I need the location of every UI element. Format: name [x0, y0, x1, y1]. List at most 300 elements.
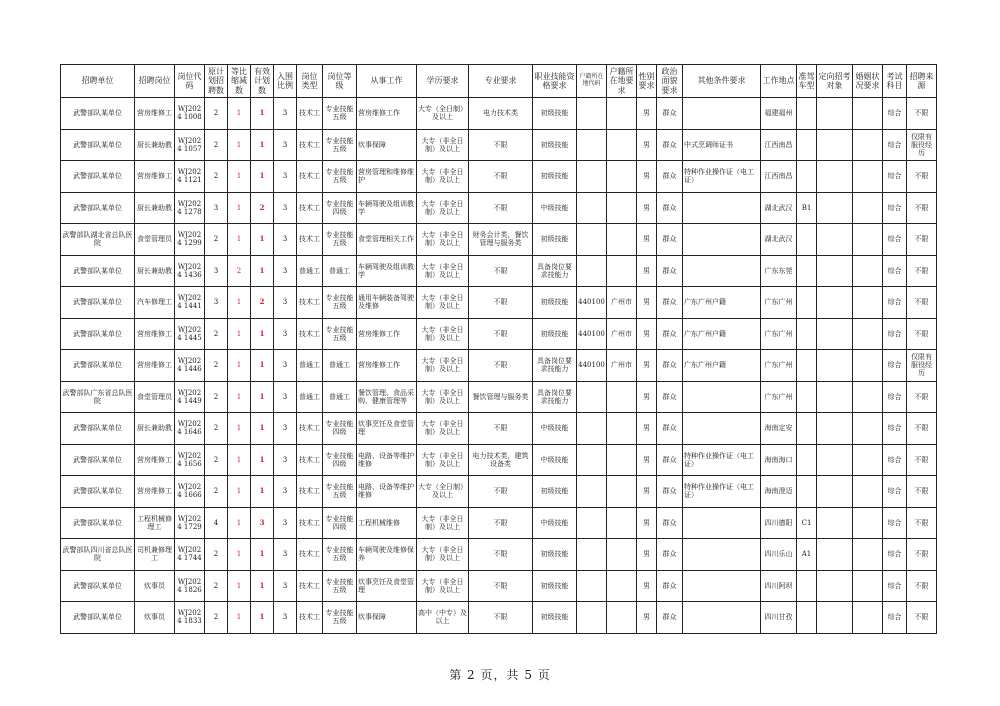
- cell-level: 专业技能五级: [323, 570, 357, 602]
- cell-type: 技术工: [297, 98, 323, 130]
- header-other: 其他条件要求: [683, 65, 761, 98]
- cell-code: WJ2024 1436: [175, 255, 205, 287]
- cell-effective: 1: [251, 602, 274, 634]
- cell-position: 营房维修工: [135, 161, 175, 193]
- cell-skill: 初级技能: [533, 602, 577, 634]
- cell-skill: 初级技能: [533, 318, 577, 350]
- cell-ratio: 3: [274, 98, 297, 130]
- cell-skill: 中级技能: [533, 444, 577, 476]
- table-row: [61, 476, 937, 508]
- cell-location: 广东广州: [761, 318, 797, 350]
- cell-gender: 男: [637, 350, 657, 382]
- cell-gender: 男: [637, 98, 657, 130]
- cell-exam: 综合: [883, 444, 907, 476]
- cell-planned: 3: [205, 255, 228, 287]
- cell-ratio: 3: [274, 602, 297, 634]
- cell-huji-req: [607, 413, 637, 445]
- recruitment-table-sheet: [60, 64, 936, 634]
- cell-unit: 武警部队某单位: [61, 318, 135, 350]
- cell-code: WJ2024 1826: [175, 570, 205, 602]
- cell-other: 特种作业操作证（电工证）: [683, 444, 761, 476]
- cell-gender: 男: [637, 381, 657, 413]
- cell-huji-req: [607, 570, 637, 602]
- cell-political: 群众: [657, 192, 683, 224]
- cell-major: 不限: [469, 602, 533, 634]
- cell-reduced: 1: [228, 476, 251, 508]
- cell-exam: 综合: [883, 318, 907, 350]
- cell-other: [683, 381, 761, 413]
- cell-ratio: 3: [274, 381, 297, 413]
- cell-other: 广东广州户籍: [683, 350, 761, 382]
- cell-skill: 初级技能: [533, 476, 577, 508]
- cell-exam: 综合: [883, 98, 907, 130]
- cell-exam: 综合: [883, 161, 907, 193]
- cell-code: WJ2024 1121: [175, 161, 205, 193]
- cell-type: 普通工: [297, 381, 323, 413]
- cell-exam: 综合: [883, 476, 907, 508]
- cell-ratio: 3: [274, 350, 297, 382]
- cell-marital: [853, 413, 883, 445]
- cell-major: 不限: [469, 318, 533, 350]
- cell-major: 不限: [469, 570, 533, 602]
- cell-exam: 综合: [883, 350, 907, 382]
- cell-gender: 男: [637, 413, 657, 445]
- cell-exam: 综合: [883, 192, 907, 224]
- cell-position: 汽车修理工: [135, 287, 175, 319]
- cell-education: 大专（非全日制）及以上: [417, 350, 469, 382]
- cell-reduced: 1: [228, 381, 251, 413]
- cell-huji-code: 440100: [577, 287, 607, 319]
- cell-position: 厨长兼助教: [135, 129, 175, 161]
- cell-level: 专业技能五级: [323, 224, 357, 256]
- cell-exam: 综合: [883, 539, 907, 571]
- cell-marital: [853, 255, 883, 287]
- cell-ratio: 3: [274, 570, 297, 602]
- cell-huji-req: [607, 224, 637, 256]
- cell-education: 大专（非全日制）及以上: [417, 129, 469, 161]
- cell-type: 技术工: [297, 476, 323, 508]
- table-body: [61, 98, 937, 634]
- cell-ratio: 3: [274, 224, 297, 256]
- cell-source: 仅限有服役经历: [907, 129, 937, 161]
- cell-position: 食堂管理员: [135, 224, 175, 256]
- cell-huji-req: 广州市: [607, 287, 637, 319]
- cell-education: 大专（非全日制）及以上: [417, 318, 469, 350]
- cell-reduced: 1: [228, 161, 251, 193]
- cell-position: 厨长兼助教: [135, 255, 175, 287]
- cell-level: 专业技能五级: [323, 129, 357, 161]
- cell-ratio: 3: [274, 161, 297, 193]
- cell-huji-code: 440100: [577, 318, 607, 350]
- cell-political: 群众: [657, 570, 683, 602]
- cell-type: 技术工: [297, 507, 323, 539]
- cell-source: 不限: [907, 539, 937, 571]
- cell-huji-req: [607, 98, 637, 130]
- header-ratio: 入围比例: [274, 65, 297, 98]
- cell-huji-code: [577, 539, 607, 571]
- cell-planned: 2: [205, 129, 228, 161]
- cell-huji-req: [607, 476, 637, 508]
- cell-duties: 电路、设备等维护维修: [357, 444, 417, 476]
- cell-huji-code: [577, 161, 607, 193]
- cell-license: [797, 318, 817, 350]
- cell-effective: 1: [251, 129, 274, 161]
- table-row: [61, 255, 937, 287]
- cell-duties: 车辆驾驶及维修保养: [357, 539, 417, 571]
- cell-political: 群众: [657, 129, 683, 161]
- cell-reduced: 1: [228, 129, 251, 161]
- cell-target: [817, 570, 853, 602]
- cell-level: 专业技能五级: [323, 318, 357, 350]
- cell-skill: 中级技能: [533, 413, 577, 445]
- cell-political: 群众: [657, 602, 683, 634]
- cell-ratio: 3: [274, 287, 297, 319]
- cell-planned: 3: [205, 192, 228, 224]
- cell-target: [817, 602, 853, 634]
- cell-other: [683, 255, 761, 287]
- cell-marital: [853, 476, 883, 508]
- cell-location: 四川德阳: [761, 507, 797, 539]
- cell-major: 不限: [469, 476, 533, 508]
- cell-reduced: 1: [228, 350, 251, 382]
- cell-target: [817, 476, 853, 508]
- cell-education: 大专（非全日制）及以上: [417, 507, 469, 539]
- cell-other: 特种作业操作证（电工证）: [683, 161, 761, 193]
- cell-reduced: 1: [228, 507, 251, 539]
- cell-license: [797, 255, 817, 287]
- cell-unit: 武警部队某单位: [61, 507, 135, 539]
- cell-skill: 初级技能: [533, 98, 577, 130]
- cell-position: 炊事员: [135, 602, 175, 634]
- header-skill: 职业技能资格要求: [533, 65, 577, 98]
- table-row: [61, 98, 937, 130]
- cell-huji-code: [577, 476, 607, 508]
- header-effective: 有效计划数: [251, 65, 274, 98]
- recruitment-table: [60, 64, 937, 634]
- cell-license: [797, 287, 817, 319]
- cell-major: 电力技术类，建筑设备类: [469, 444, 533, 476]
- table-row: [61, 602, 937, 634]
- cell-education: 大专（非全日制）及以上: [417, 539, 469, 571]
- cell-position: 营房维修工: [135, 350, 175, 382]
- cell-planned: 2: [205, 570, 228, 602]
- cell-huji-req: [607, 602, 637, 634]
- cell-marital: [853, 98, 883, 130]
- cell-reduced: 1: [228, 444, 251, 476]
- cell-position: 司机兼修理工: [135, 539, 175, 571]
- cell-effective: 2: [251, 287, 274, 319]
- cell-effective: 1: [251, 413, 274, 445]
- cell-marital: [853, 287, 883, 319]
- cell-huji-req: [607, 129, 637, 161]
- cell-type: 技术工: [297, 192, 323, 224]
- cell-level: 专业技能五级: [323, 287, 357, 319]
- cell-level: 专业技能四级: [323, 507, 357, 539]
- cell-position: 厨长兼助教: [135, 413, 175, 445]
- table-row: [61, 287, 937, 319]
- cell-location: 广东广州: [761, 350, 797, 382]
- cell-location: 四川阿坝: [761, 570, 797, 602]
- cell-other: 广东广州户籍: [683, 287, 761, 319]
- table-row: [61, 161, 937, 193]
- cell-license: [797, 570, 817, 602]
- cell-reduced: 1: [228, 224, 251, 256]
- cell-duties: 炊事烹饪及食堂管理: [357, 570, 417, 602]
- cell-target: [817, 507, 853, 539]
- cell-gender: 男: [637, 161, 657, 193]
- cell-ratio: 3: [274, 192, 297, 224]
- cell-license: [797, 224, 817, 256]
- cell-effective: 1: [251, 476, 274, 508]
- cell-political: 群众: [657, 381, 683, 413]
- header-level: 岗位等级: [323, 65, 357, 98]
- cell-location: 江西南昌: [761, 161, 797, 193]
- cell-duties: 工程机械维修: [357, 507, 417, 539]
- cell-duties: 食堂管理相关工作: [357, 224, 417, 256]
- cell-duties: 电路、设备等维护维修: [357, 476, 417, 508]
- cell-other: [683, 570, 761, 602]
- cell-huji-code: [577, 224, 607, 256]
- cell-location: 江西南昌: [761, 129, 797, 161]
- cell-location: 广东广州: [761, 381, 797, 413]
- header-duties: 从事工作: [357, 65, 417, 98]
- cell-exam: 综合: [883, 224, 907, 256]
- cell-duties: 车辆驾驶及组训教学: [357, 255, 417, 287]
- cell-exam: 综合: [883, 570, 907, 602]
- cell-target: [817, 255, 853, 287]
- cell-huji-code: [577, 570, 607, 602]
- cell-marital: [853, 350, 883, 382]
- cell-exam: 综合: [883, 255, 907, 287]
- cell-political: 群众: [657, 476, 683, 508]
- cell-huji-code: [577, 444, 607, 476]
- cell-major: 不限: [469, 539, 533, 571]
- cell-reduced: 1: [228, 318, 251, 350]
- cell-code: WJ2024 1656: [175, 444, 205, 476]
- cell-code: WJ2024 1833: [175, 602, 205, 634]
- cell-source: 不限: [907, 255, 937, 287]
- cell-level: 专业技能五级: [323, 602, 357, 634]
- table-row: [61, 570, 937, 602]
- table-row: [61, 539, 937, 571]
- cell-level: 普通工: [323, 350, 357, 382]
- cell-location: 湖北武汉: [761, 224, 797, 256]
- table-row: [61, 507, 937, 539]
- cell-location: 海南海口: [761, 444, 797, 476]
- cell-target: [817, 224, 853, 256]
- cell-skill: 具备岗位要求技能力: [533, 350, 577, 382]
- cell-effective: 1: [251, 444, 274, 476]
- cell-political: 群众: [657, 539, 683, 571]
- cell-planned: 2: [205, 476, 228, 508]
- cell-unit: 武警部队某单位: [61, 255, 135, 287]
- cell-marital: [853, 129, 883, 161]
- cell-huji-req: [607, 192, 637, 224]
- cell-type: 技术工: [297, 602, 323, 634]
- cell-code: WJ2024 1646: [175, 413, 205, 445]
- cell-skill: 初级技能: [533, 224, 577, 256]
- cell-target: [817, 98, 853, 130]
- table-row: [61, 381, 937, 413]
- header-planned: 原计划招聘数: [205, 65, 228, 98]
- cell-ratio: 3: [274, 539, 297, 571]
- cell-gender: 男: [637, 507, 657, 539]
- cell-code: WJ2024 1299: [175, 224, 205, 256]
- cell-gender: 男: [637, 224, 657, 256]
- cell-type: 普通工: [297, 255, 323, 287]
- header-code: 岗位代码: [175, 65, 205, 98]
- cell-marital: [853, 318, 883, 350]
- cell-level: 专业技能五级: [323, 161, 357, 193]
- cell-planned: 2: [205, 444, 228, 476]
- cell-location: 广东东莞: [761, 255, 797, 287]
- cell-education: 大专（非全日制）及以上: [417, 381, 469, 413]
- cell-unit: 武警部队某单位: [61, 287, 135, 319]
- cell-ratio: 3: [274, 318, 297, 350]
- cell-target: [817, 413, 853, 445]
- cell-gender: 男: [637, 318, 657, 350]
- table-header-row: [61, 65, 937, 98]
- cell-major: 不限: [469, 129, 533, 161]
- cell-unit: 武警部队某单位: [61, 602, 135, 634]
- cell-effective: 1: [251, 350, 274, 382]
- cell-exam: 综合: [883, 129, 907, 161]
- cell-source: 不限: [907, 413, 937, 445]
- cell-education: 大专（全日制）及以上: [417, 98, 469, 130]
- cell-code: WJ2024 1008: [175, 98, 205, 130]
- cell-unit: 武警部队某单位: [61, 444, 135, 476]
- cell-target: [817, 129, 853, 161]
- cell-type: 技术工: [297, 413, 323, 445]
- cell-level: 专业技能五级: [323, 476, 357, 508]
- header-target: 定向招考对象: [817, 65, 853, 98]
- header-position: 招聘岗位: [135, 65, 175, 98]
- cell-level: 专业技能五级: [323, 539, 357, 571]
- cell-skill: 具备岗位要求技能力: [533, 255, 577, 287]
- cell-ratio: 3: [274, 255, 297, 287]
- cell-huji-req: [607, 381, 637, 413]
- cell-planned: 2: [205, 224, 228, 256]
- cell-other: [683, 224, 761, 256]
- cell-marital: [853, 602, 883, 634]
- cell-other: [683, 602, 761, 634]
- cell-source: 不限: [907, 98, 937, 130]
- cell-location: 湖北武汉: [761, 192, 797, 224]
- cell-political: 群众: [657, 413, 683, 445]
- header-location: 工作地点: [761, 65, 797, 98]
- cell-location: 四川甘孜: [761, 602, 797, 634]
- cell-planned: 3: [205, 287, 228, 319]
- cell-major: 电力技术类: [469, 98, 533, 130]
- header-education: 学历要求: [417, 65, 469, 98]
- cell-gender: 男: [637, 129, 657, 161]
- cell-marital: [853, 161, 883, 193]
- cell-location: 海南定安: [761, 413, 797, 445]
- cell-gender: 男: [637, 476, 657, 508]
- cell-planned: 2: [205, 602, 228, 634]
- cell-unit: 武警部队广东省总队医院: [61, 381, 135, 413]
- cell-duties: 车辆驾驶及组训教学: [357, 192, 417, 224]
- cell-duties: 营房维修工作: [357, 350, 417, 382]
- cell-level: 专业技能四级: [323, 413, 357, 445]
- cell-effective: 1: [251, 255, 274, 287]
- cell-huji-code: [577, 381, 607, 413]
- cell-huji-code: [577, 602, 607, 634]
- cell-source: 不限: [907, 224, 937, 256]
- cell-license: B1: [797, 192, 817, 224]
- cell-political: 群众: [657, 287, 683, 319]
- cell-huji-req: [607, 507, 637, 539]
- cell-unit: 武警部队某单位: [61, 161, 135, 193]
- cell-effective: 1: [251, 318, 274, 350]
- cell-target: [817, 381, 853, 413]
- cell-major: 不限: [469, 161, 533, 193]
- cell-duties: 营房维修工作: [357, 98, 417, 130]
- cell-other: [683, 413, 761, 445]
- cell-marital: [853, 539, 883, 571]
- cell-other: 中式烹调师证书: [683, 129, 761, 161]
- table-row: [61, 444, 937, 476]
- cell-skill: 初级技能: [533, 287, 577, 319]
- cell-target: [817, 318, 853, 350]
- cell-reduced: 1: [228, 98, 251, 130]
- cell-major: 不限: [469, 255, 533, 287]
- cell-huji-code: [577, 129, 607, 161]
- cell-target: [817, 192, 853, 224]
- cell-type: 技术工: [297, 539, 323, 571]
- cell-duties: 餐饮管理、食品采购、健康管理等: [357, 381, 417, 413]
- cell-code: WJ2024 1446: [175, 350, 205, 382]
- cell-gender: 男: [637, 444, 657, 476]
- cell-huji-code: [577, 255, 607, 287]
- cell-political: 群众: [657, 318, 683, 350]
- cell-political: 群众: [657, 255, 683, 287]
- cell-location: 广东广州: [761, 287, 797, 319]
- cell-effective: 3: [251, 507, 274, 539]
- cell-duties: 炊事保障: [357, 129, 417, 161]
- header-huji-req: 户籍所在地要求: [607, 65, 637, 98]
- cell-effective: 1: [251, 570, 274, 602]
- cell-level: 普通工: [323, 255, 357, 287]
- cell-education: 大专（全日制）及以上: [417, 476, 469, 508]
- header-huji-code: 户籍所在地代码: [577, 65, 607, 98]
- cell-effective: 2: [251, 192, 274, 224]
- cell-other: [683, 539, 761, 571]
- cell-reduced: 1: [228, 602, 251, 634]
- cell-planned: 2: [205, 318, 228, 350]
- cell-unit: 武警部队某单位: [61, 476, 135, 508]
- cell-position: 营房维修工: [135, 98, 175, 130]
- cell-education: 高中（中专）及以上: [417, 602, 469, 634]
- cell-unit: 武警部队某单位: [61, 413, 135, 445]
- header-source: 招聘来源: [907, 65, 937, 98]
- cell-position: 厨长兼助教: [135, 192, 175, 224]
- cell-huji-code: 440100: [577, 350, 607, 382]
- cell-planned: 2: [205, 161, 228, 193]
- cell-gender: 男: [637, 255, 657, 287]
- header-unit: 招聘单位: [61, 65, 135, 98]
- header-gender: 性别要求: [637, 65, 657, 98]
- cell-huji-req: [607, 539, 637, 571]
- table-row: [61, 413, 937, 445]
- cell-code: WJ2024 1729: [175, 507, 205, 539]
- cell-reduced: 2: [228, 255, 251, 287]
- cell-source: 不限: [907, 507, 937, 539]
- cell-code: WJ2024 1441: [175, 287, 205, 319]
- cell-code: WJ2024 1449: [175, 381, 205, 413]
- cell-huji-code: [577, 192, 607, 224]
- cell-reduced: 1: [228, 192, 251, 224]
